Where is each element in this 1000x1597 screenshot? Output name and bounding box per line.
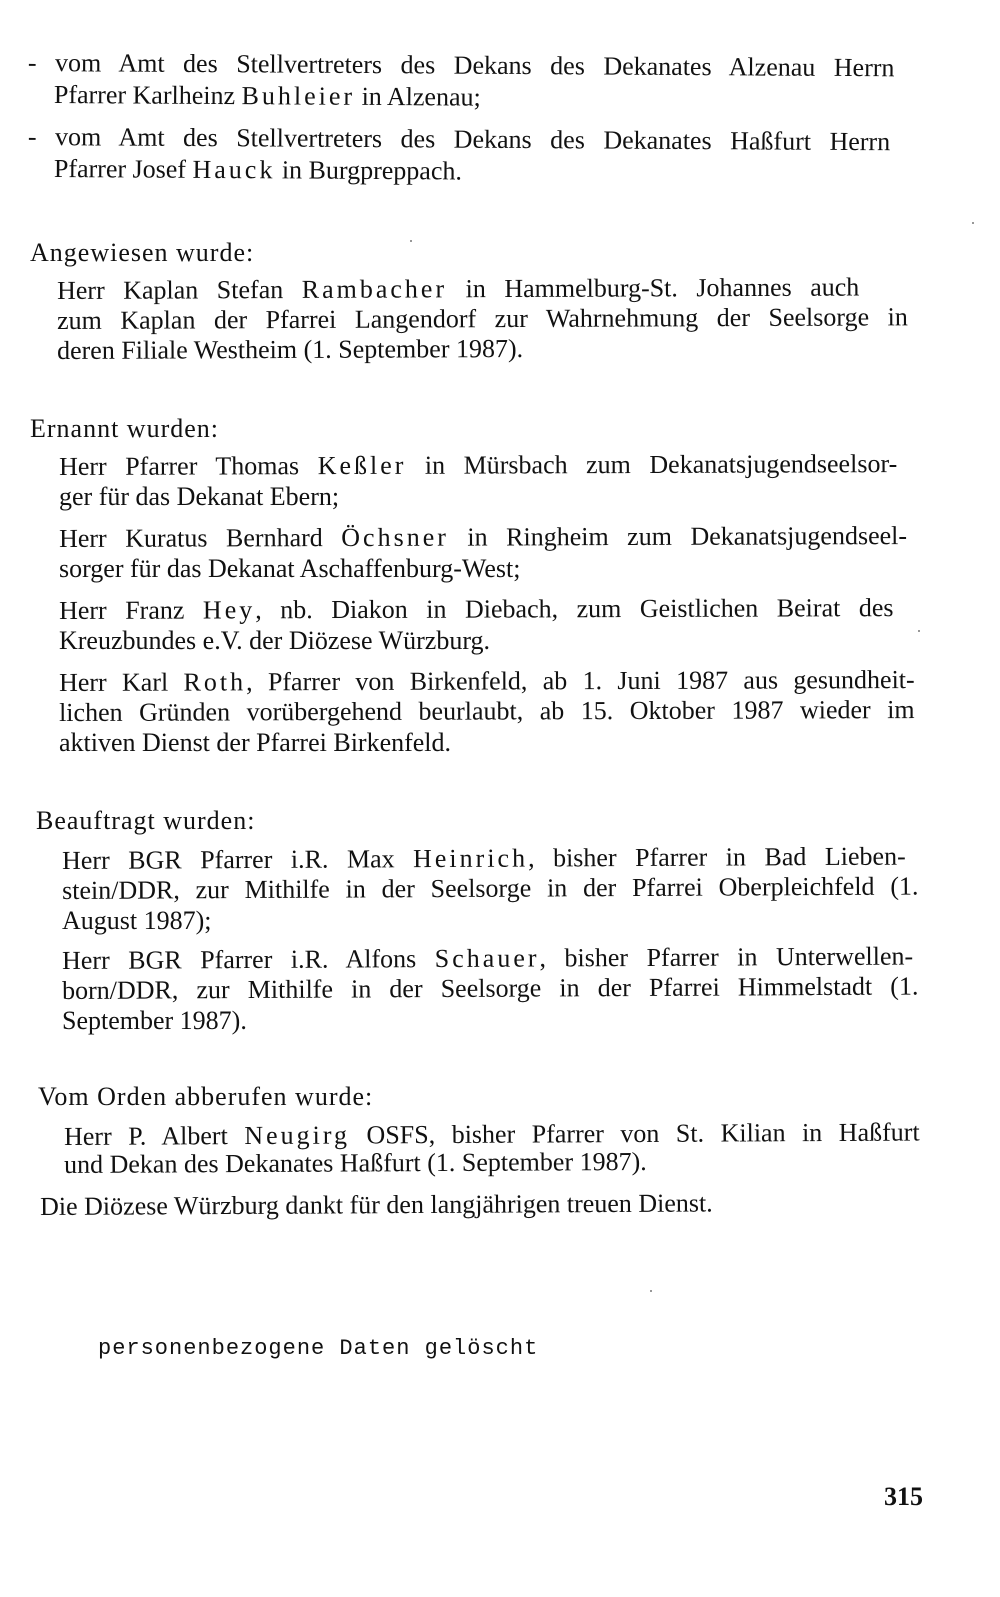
text: ger für das Dekanat Ebern; (59, 482, 340, 511)
ernannt-2-line-1 (59, 521, 907, 554)
redaction-note: personenbezogene Daten gelöscht (98, 1336, 539, 1361)
ernannt-4-line-3 (59, 728, 451, 758)
beauftragt-1-line-3 (62, 906, 212, 936)
person-name: Öchsner (341, 522, 449, 553)
angewiesen-line-1 (57, 272, 859, 306)
person-name: Hauck (192, 154, 276, 185)
text: Herr P. Albert (64, 1121, 245, 1151)
angewiesen-line-2 (57, 302, 908, 336)
text: zum Kaplan der Pfarrei Langendorf zur Wahrnehmung der Seelsorge in (57, 302, 908, 335)
scan-speck (972, 222, 974, 224)
bullet-2-line-2 (54, 154, 462, 186)
text: in Burgpreppach. (275, 155, 463, 186)
text: OSFS, bisher Pfarrer von St. Kilian in Haßfurt (349, 1117, 920, 1150)
ernannt-1-line-2 (59, 482, 339, 512)
ernannt-3-line-1 (59, 593, 894, 626)
person-name: Rambacher (301, 274, 448, 304)
person-name: Schauer (434, 943, 540, 974)
text: Herr Pfarrer Thomas (59, 451, 318, 481)
text: Pfarrer Karlheinz (53, 80, 242, 111)
beauftragt-1-line-2 (62, 872, 919, 906)
text: Pfarrer Josef (53, 154, 193, 184)
text: in Alzenau; (355, 81, 481, 112)
section-heading-ernannt: Ernannt wurden: (30, 414, 220, 443)
ernannt-4-line-1 (59, 665, 915, 698)
person-name: Neugirg (244, 1120, 351, 1151)
section-heading-angewiesen: Angewiesen wurde: (30, 238, 255, 267)
orden-thanks (40, 1188, 713, 1222)
ernannt-3-line-2 (59, 626, 490, 656)
beauftragt-2-line-2 (62, 972, 919, 1006)
text: Herr Kuratus Bernhard (59, 523, 342, 553)
text: deren Filiale Westheim (1. September 1987). (57, 333, 524, 365)
text: Herr BGR Pfarrer i.R. Max (62, 844, 414, 875)
text: born/DDR, zur Mithilfe in der Seelsorge in der Pfarrei Himmelstadt (1. (62, 971, 919, 1005)
text: in Mürsbach zum Dekanatsjugendseelsor- (406, 449, 898, 480)
text: in Ringheim zum Dekanatsjugendseel- (448, 521, 908, 552)
text: Herr BGR Pfarrer i.R. Alfons (62, 944, 435, 975)
section-heading-beauftragt: Beauftragt wurden: (36, 806, 256, 835)
ernannt-1-line-1 (59, 449, 897, 482)
beauftragt-2-line-3 (62, 1006, 247, 1036)
text: in Hammelburg-St. Johannes auch (447, 272, 860, 304)
text: Kreuzbundes e.V. der Diözese Würzburg. (59, 626, 491, 655)
bullet-dash: - (27, 122, 37, 152)
beauftragt-2-line-1 (62, 942, 913, 976)
bullet-dash: - (27, 48, 37, 78)
bullet-1-line-2 (54, 80, 481, 113)
ernannt-2-line-2 (59, 554, 520, 584)
text: und Dekan des Dekanates Haßfurt (1. September 1987). (64, 1146, 647, 1179)
person-name: Hey (202, 595, 256, 625)
text: , bisher Pfarrer in Bad Lieben- (527, 841, 906, 873)
bullet-2-text: vom Amt des Stellvertreters des Dekans des Dekanates Haßfurt Herrn (54, 122, 891, 157)
text: , Pfarrer von Birkenfeld, ab 1. Juni 1987 aus gesundheit- (246, 665, 915, 697)
ernannt-4-line-2 (59, 695, 915, 728)
text: Herr Kaplan Stefan (57, 274, 302, 305)
text: , bisher Pfarrer in Unterwellen- (539, 941, 914, 973)
bullet-1-text: vom Amt des Stellvertreters des Dekans des Dekanates Alzenau Herrn (54, 48, 895, 83)
bullet-1-line-1 (28, 48, 895, 83)
person-name: Roth (183, 667, 247, 697)
scan-speck (918, 630, 920, 632)
orden-line-2 (64, 1147, 647, 1180)
text: sorger für das Dekanat Aschaffenburg-West; (59, 554, 521, 583)
person-name: Buhleier (241, 81, 356, 111)
text: aktiven Dienst der Pfarrei Birkenfeld. (59, 728, 452, 757)
text: Herr Franz (59, 595, 203, 625)
angewiesen-line-3 (57, 334, 523, 366)
section-heading-orden: Vom Orden abberufen wurde: (38, 1082, 374, 1111)
person-name: Keßler (317, 450, 407, 481)
scan-speck (650, 1290, 652, 1292)
beauftragt-1-line-1 (62, 842, 906, 876)
text: August 1987); (62, 906, 212, 935)
bullet-2-line-1 (28, 122, 890, 157)
text: Herr Karl (59, 667, 184, 697)
text: , nb. Diakon in Diebach, zum Geistlichen Beirat des (255, 593, 894, 625)
page-number: 315 (884, 1482, 923, 1511)
text: lichen Gründen vorübergehend beurlaubt, ab 15. Oktober 1987 wieder im (59, 695, 915, 727)
text: September 1987). (62, 1006, 247, 1035)
scan-speck (410, 240, 412, 242)
text: stein/DDR, zur Mithilfe in der Seelsorge in der Pfarrei Oberpleichfeld (1. (62, 871, 919, 905)
text: Die Diözese Würzburg dankt für den langjährigen treuen Dienst. (40, 1188, 713, 1221)
person-name: Heinrich (412, 843, 529, 874)
